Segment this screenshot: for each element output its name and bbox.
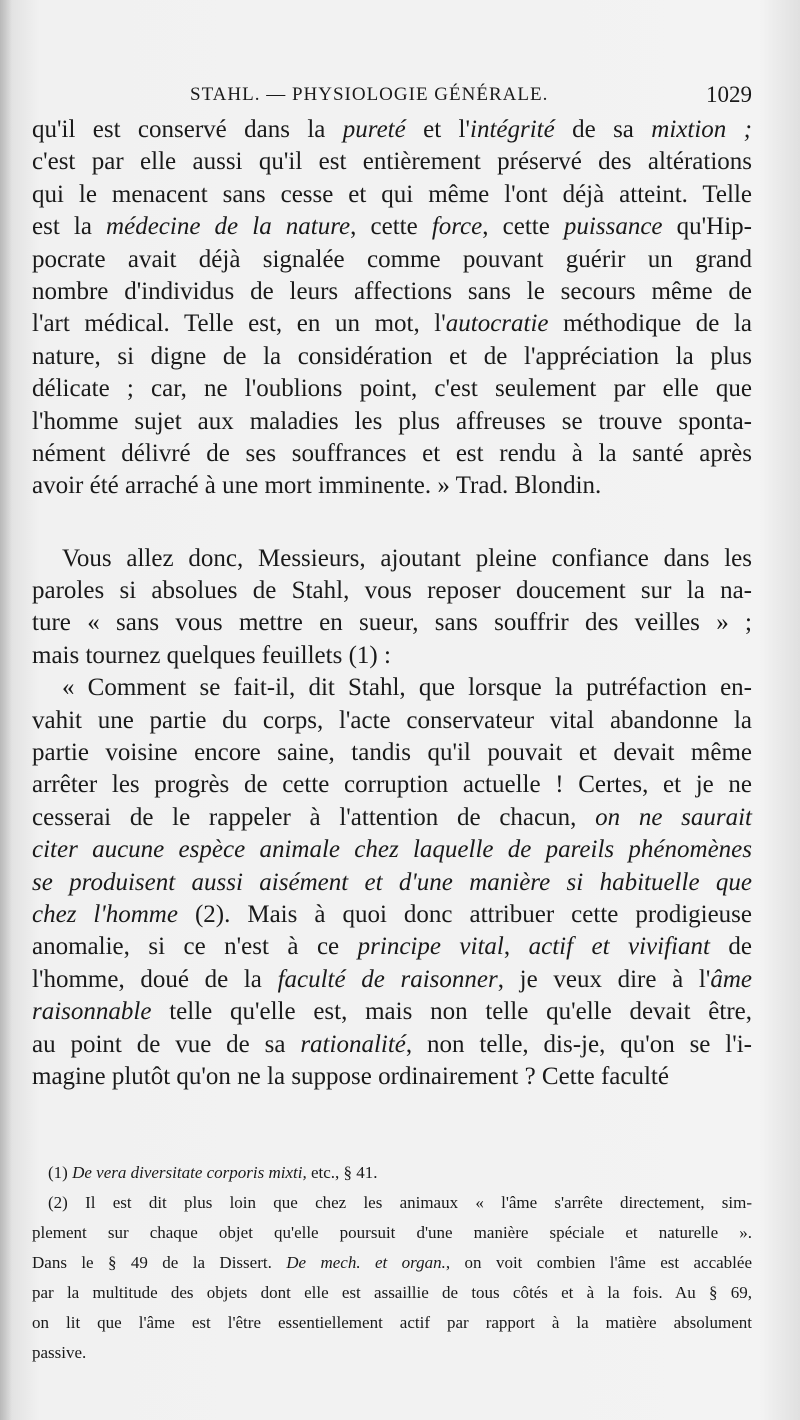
italic-run: puissance	[563, 213, 663, 241]
text-run: de sa	[554, 116, 652, 143]
text-line	[32, 640, 752, 672]
footnote-line	[32, 1188, 752, 1218]
text-line	[32, 146, 752, 178]
running-head: STAHL. — PHYSIOLOGIE GÉNÉRALE.	[190, 84, 549, 105]
text-run: nément délivré de ses souffrances et est rendu à la santé après	[32, 439, 752, 467]
text-run: l'homme sujet aux maladies les plus affreuses se trouve sponta-	[32, 407, 752, 435]
text-run: qu'Hip-	[662, 213, 752, 241]
italic-run: principe vital	[357, 933, 504, 961]
text-run: pocrate avait déjà signalée comme pouvant guérir un grand	[32, 245, 752, 273]
page-header	[0, 80, 800, 116]
text-run: magine plutôt qu'on ne la suppose ordinairement ? Cette faculté	[32, 1062, 669, 1090]
italic-run: autocratie	[445, 310, 549, 338]
footnote-line	[32, 1338, 752, 1368]
text-run: qui le menacent sans cesse et qui même l'ont déjà atteint. Telle	[32, 180, 752, 208]
text-run: nature, si digne de la considération et de l'appréciation la plus	[32, 342, 752, 370]
text-run: plement sur chaque objet qu'elle poursuit d'une manière spéciale et naturelle ».	[32, 1223, 752, 1242]
footnote-line	[32, 1248, 752, 1278]
text-line	[32, 672, 752, 704]
text-line	[32, 438, 752, 470]
italic-run: De mech. et organ.	[286, 1253, 446, 1272]
text-run: on lit que l'âme est l'être essentiellement actif par rapport à la matière absolument	[32, 1313, 752, 1332]
italic-run: intégrité	[470, 116, 555, 143]
footnote-1	[32, 1158, 752, 1188]
text-run: , je veux dire à l'	[497, 965, 711, 993]
italic-run: pureté	[342, 116, 406, 143]
italic-run: actif et vivifiant	[528, 933, 710, 961]
text-run: de	[709, 933, 753, 961]
paragraph	[32, 672, 752, 1093]
text-line	[32, 737, 752, 769]
text-run: ,	[503, 933, 529, 961]
italic-run: citer aucune espèce animale chez laquelle de pareils phénomènes	[32, 836, 752, 864]
text-run: ture « sans vous mettre en sueur, sans souffrir des veilles » ;	[32, 609, 752, 637]
footnote-line	[32, 1158, 752, 1188]
text-run: nombre d'individus de leurs affections sans le secours même de	[32, 277, 752, 305]
text-line	[32, 543, 752, 575]
italic-run: rationalité	[300, 1030, 406, 1058]
text-line	[32, 470, 752, 502]
text-run: , on voit combien l'âme est accablée	[445, 1253, 753, 1272]
text-line	[32, 179, 752, 211]
text-run: , cette	[350, 213, 432, 241]
text-run: est la	[32, 213, 107, 241]
text-run: l'art médical. Telle est, en un mot, l'	[32, 310, 446, 338]
text-run: passive.	[32, 1343, 87, 1362]
footnote-line	[32, 1308, 752, 1338]
italic-run: se produisent aussi aisément et d'une manière si habituelle que	[32, 868, 752, 896]
text-line	[32, 899, 752, 931]
text-run: , non telle, dis-je, qu'on se l'i-	[405, 1030, 752, 1058]
text-line	[32, 114, 752, 146]
text-line	[32, 341, 752, 373]
text-line	[32, 276, 752, 308]
text-run: c'est par elle aussi qu'il est entièrement préservé des altérations	[32, 148, 752, 176]
text-line	[32, 373, 752, 405]
text-run: paroles si absolues de Stahl, vous reposer doucement sur la na-	[32, 577, 752, 605]
text-run: arrêter les progrès de cette corruption actuelle ! Certes, et je ne	[32, 771, 752, 799]
italic-run: mixtion ;	[651, 116, 752, 143]
text-run: méthodique de la	[548, 310, 752, 338]
text-run: mais tournez quelques feuillets (1) :	[32, 641, 391, 669]
italic-run: médecine de la nature	[106, 213, 351, 241]
text-line	[32, 834, 752, 866]
text-run: partie voisine encore saine, tandis qu'il pouvait et devait même	[32, 739, 752, 767]
text-run: avoir été arraché à une mort imminente. » Trad. Blondin.	[32, 472, 602, 500]
text-line	[32, 1061, 752, 1093]
text-line	[32, 964, 752, 996]
text-line	[32, 931, 752, 963]
italic-run: force	[431, 213, 483, 241]
paragraph-gap	[32, 503, 752, 543]
text-run: , cette	[482, 213, 564, 241]
text-run: Dans le § 49 de la Dissert.	[32, 1253, 287, 1272]
text-line	[32, 1029, 752, 1061]
binding-shadow	[0, 0, 12, 1420]
text-run: l'homme, doué de la	[32, 965, 278, 993]
text-run: délicate ; car, ne l'oublions point, c'est seulement par elle que	[32, 375, 752, 403]
footnote-2	[32, 1188, 752, 1368]
italic-run: chez l'homme	[32, 900, 178, 928]
text-line	[32, 607, 752, 639]
text-run: cesserai de le rappeler à l'attention de chacun,	[32, 803, 596, 831]
paragraph	[32, 543, 752, 673]
text-run: au point de vue de sa	[32, 1030, 301, 1058]
italic-run: âme	[710, 965, 752, 993]
text-run: et l'	[405, 116, 470, 143]
text-run: Vous allez donc, Messieurs, ajoutant pleine confiance dans les	[62, 544, 752, 572]
text-run: (1)	[48, 1163, 73, 1182]
text-line	[32, 769, 752, 801]
text-run: telle qu'elle est, mais non telle qu'elle devait être,	[151, 998, 752, 1026]
paragraph	[32, 114, 752, 503]
text-line	[32, 867, 752, 899]
body-text	[32, 114, 752, 1093]
text-line	[32, 802, 752, 834]
footnotes	[32, 1158, 752, 1368]
text-run: (2) Il est dit plus loin que chez les animaux « l'âme s'arrête directement, sim-	[48, 1193, 752, 1212]
text-line	[32, 406, 752, 438]
italic-run: raisonnable	[32, 998, 152, 1026]
text-line	[32, 244, 752, 276]
text-line	[32, 705, 752, 737]
italic-run: De vera diversitate corporis mixti,	[72, 1163, 307, 1182]
text-run: anomalie, si ce n'est à ce	[32, 933, 358, 961]
text-line	[32, 575, 752, 607]
text-run: « Comment se fait-il, dit Stahl, que lorsque la putréfaction en-	[62, 674, 752, 702]
italic-run: faculté de raisonner	[277, 965, 498, 993]
text-run: vahit une partie du corps, l'acte conservateur vital abandonne la	[32, 706, 752, 734]
page-number: 1029	[706, 82, 752, 107]
footnote-line	[32, 1218, 752, 1248]
italic-run: on ne saurait	[595, 803, 752, 831]
text-line	[32, 308, 752, 340]
text-line	[32, 996, 752, 1028]
text-run: qu'il est conservé dans la	[32, 116, 343, 143]
footnote-line	[32, 1278, 752, 1308]
text-run: (2). Mais à quoi donc attribuer cette prodigieuse	[177, 900, 753, 928]
text-line	[32, 211, 752, 243]
text-run: par la multitude des objets dont elle est assaillie de tous côtés et à la fois. Au § 69,	[32, 1283, 752, 1302]
text-run: etc., § 41.	[306, 1163, 378, 1182]
